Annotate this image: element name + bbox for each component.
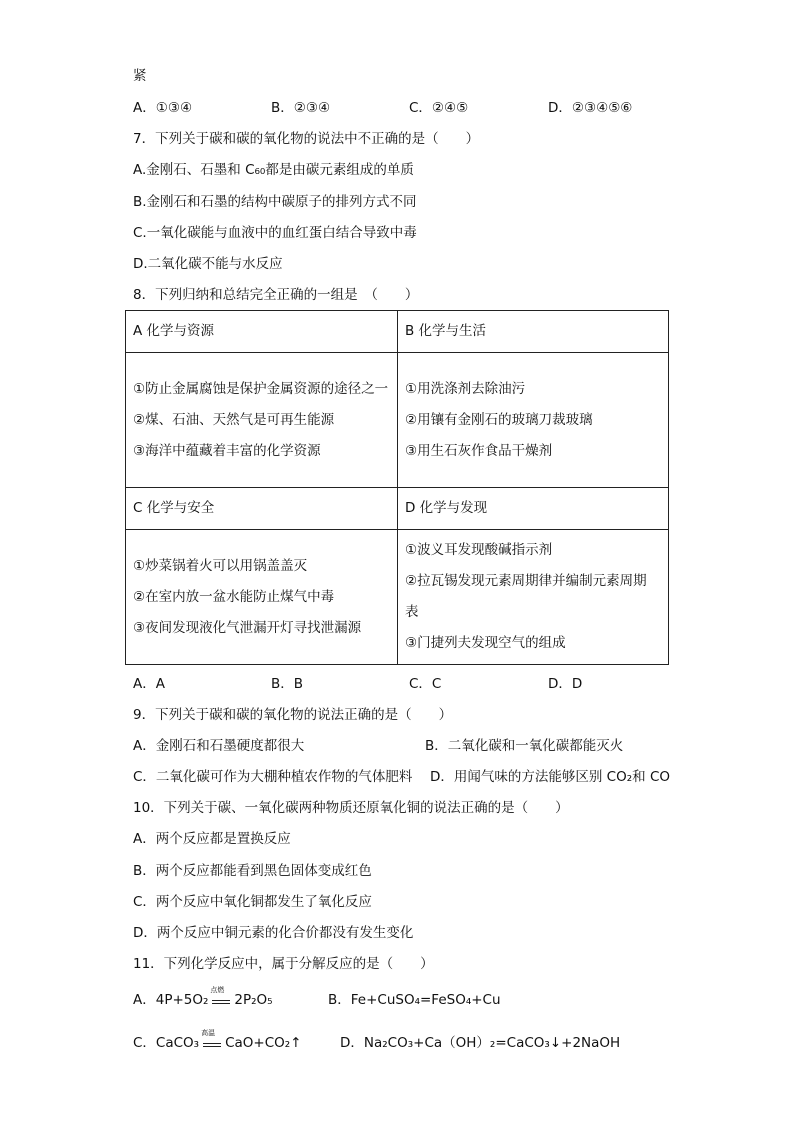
table-cell-d-body — [398, 530, 669, 665]
q9-option-c: C．二氧化碳可作为大棚种植农作物的气体肥料 — [133, 769, 413, 785]
equation-right: CaO+CO₂↑ — [225, 1035, 302, 1051]
q10-stem: 10．下列关于碳、一氧化碳两种物质还原氧化铜的说法正确的是（ ） — [133, 800, 569, 816]
equation-left: A．4P+5O₂ — [133, 992, 209, 1008]
q8-option-b: B．B — [271, 676, 304, 692]
table-item: ③门捷列夫发现空气的组成 — [405, 635, 566, 651]
q7-option-a: A.金刚石、石墨和 C₆₀都是由碳元素组成的单质 — [133, 162, 414, 178]
q9-option-b: B．二氧化碳和一氧化碳都能灭火 — [425, 738, 624, 754]
double-bar-icon — [212, 1000, 230, 1004]
q6-option-b: B．②③④ — [271, 100, 331, 116]
table-item: ②用镶有金刚石的玻璃刀裁玻璃 — [405, 411, 593, 428]
reaction-condition — [201, 1029, 221, 1047]
q10-option-d: D．两个反应中铜元素的化合价都没有发生变化 — [133, 925, 414, 941]
q9-stem: 9．下列关于碳和碳的氧化物的说法正确的是（ ） — [133, 707, 453, 723]
double-bar-icon — [203, 1043, 221, 1047]
table-item: ②在室内放一盆水能防止煤气中毒 — [133, 588, 335, 605]
equation-right: 2P₂O₅ — [234, 992, 273, 1008]
q11-option-b: B．Fe+CuSO₄=FeSO₄+Cu — [328, 992, 501, 1008]
table-item: ②煤、石油、天然气是可再生能源 — [133, 411, 335, 428]
table-item: ③夜间发现液化气泄漏开灯寻找泄漏源 — [133, 619, 362, 636]
table-item: ①用洗涤剂去除油污 — [405, 380, 526, 397]
q11-option-d: D．Na₂CO₃+Ca（OH）₂=CaCO₃↓+2NaOH — [340, 1035, 621, 1051]
q9-option-d: D．用闻气味的方法能够区别 CO₂和 CO — [430, 769, 670, 785]
q9-option-a: A．金刚石和石墨硬度都很大 — [133, 738, 305, 754]
table-item: ③海洋中蕴藏着丰富的化学资源 — [133, 442, 321, 459]
table-item: ①炒菜锅着火可以用锅盖盖灭 — [133, 557, 308, 574]
reaction-condition — [210, 986, 230, 1004]
q8-option-d: D．D — [548, 676, 583, 692]
q7-stem: 7．下列关于碳和碳的氧化物的说法中不正确的是（ ） — [133, 131, 480, 147]
q8-table — [125, 310, 669, 665]
q6-option-a: A．①③④ — [133, 100, 193, 116]
table-item: ②拉瓦锡发现元素周期律并编制元素周期表 — [405, 573, 647, 620]
q7-option-b: B.金刚石和石墨的结构中碳原子的排列方式不同 — [133, 194, 417, 210]
table-cell-d-head: D 化学与发现 — [398, 488, 669, 530]
q8-option-a: A．A — [133, 676, 165, 692]
condition-label: 高温 — [201, 1029, 216, 1037]
condition-label: 点燃 — [210, 986, 225, 994]
q6-option-c: C．②④⑤ — [409, 100, 469, 116]
table-cell-b-body — [398, 353, 669, 488]
q7-option-c: C.一氧化碳能与血液中的血红蛋白结合导致中毒 — [133, 225, 417, 241]
table-item: ③用生石灰作食品干燥剂 — [405, 442, 553, 459]
table-cell-a-body — [126, 353, 398, 488]
q7-option-d: D.二氧化碳不能与水反应 — [133, 256, 283, 272]
equation-left: C．CaCO₃ — [133, 1035, 200, 1051]
table-item: ①防止金属腐蚀是保护金属资源的途径之一 — [133, 380, 389, 397]
q10-option-a: A．两个反应都是置换反应 — [133, 831, 291, 847]
table-cell-b-head: B 化学与生活 — [398, 311, 669, 353]
table-item: ①波义耳发现酸碱指示剂 — [405, 542, 553, 558]
table-cell-c-body — [126, 530, 398, 665]
q6-option-d: D．②③④⑤⑥ — [548, 100, 633, 116]
q11-option-a — [133, 986, 273, 1010]
top-fragment: 紧 — [133, 68, 147, 84]
q11-option-c — [133, 1029, 302, 1053]
q10-option-c: C．两个反应中氧化铜都发生了氧化反应 — [133, 894, 372, 910]
q11-stem: 11．下列化学反应中，属于分解反应的是（ ） — [133, 956, 434, 972]
q8-option-c: C．C — [409, 676, 442, 692]
table-cell-c-head: C 化学与安全 — [126, 488, 398, 530]
q10-option-b: B．两个反应都能看到黑色固体变成红色 — [133, 863, 372, 879]
table-cell-a-head: A 化学与资源 — [126, 311, 398, 353]
q8-stem: 8．下列归纳和总结完全正确的一组是 （ ） — [133, 287, 419, 303]
